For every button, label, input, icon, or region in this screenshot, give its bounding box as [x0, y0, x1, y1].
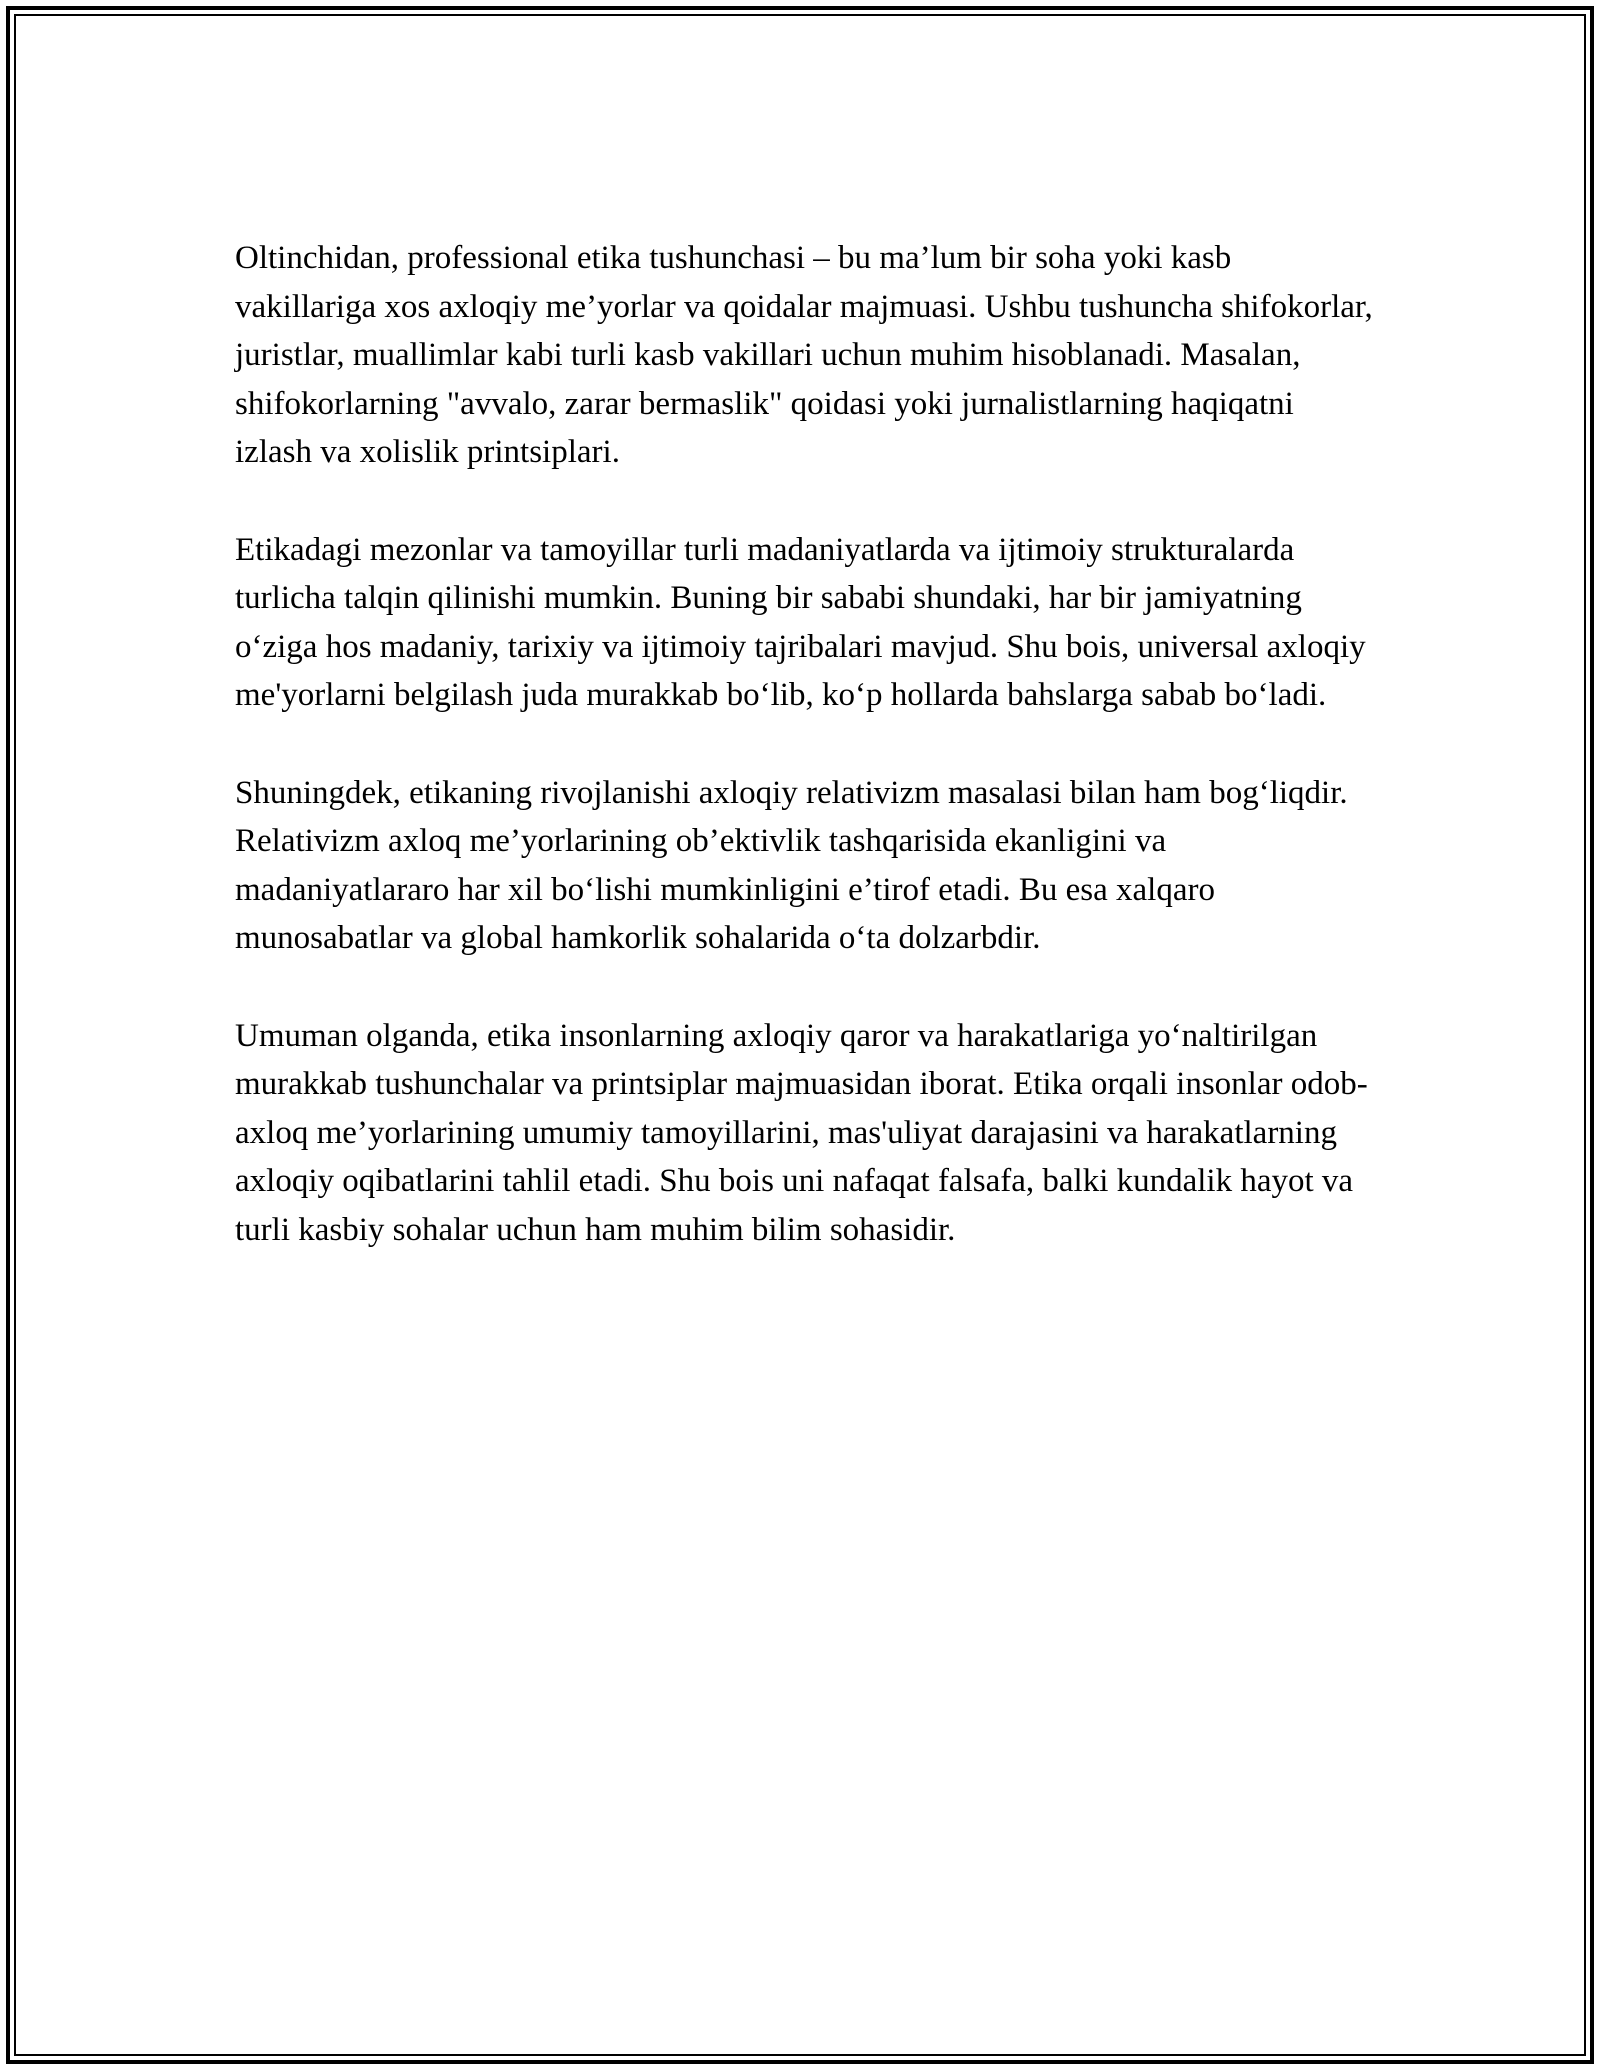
paragraph-professional-ethics: Oltinchidan, professional etika tushunchasi – bu ma’lum bir soha yoki kasb vakillariga xos axloqiy me’yorlar va qoidalar majmuasi. Ushbu tushuncha shifokorlar, juristlar, muallimlar kabi turli kasb vakillari uchun muhim hisoblanadi. Masalan, shifokorlarning "avvalo, zarar bermaslik" qoidasi yoki jurnalistlarning haqiqatni izlash va xolislik printsiplari. — [235, 240, 1373, 471]
document-body — [235, 234, 1375, 1303]
paragraph-moral-relativism: Shuningdek, etikaning rivojlanishi axloqiy relativizm masalasi bilan ham bog‘liqdir. Relativizm axloq me’yorlarining ob’ektivlik tashqarisida ekanligini va madaniyatlararo har xil bo‘lishi mumkinligini e’tirof etadi. Bu esa xalqaro munosabatlar va global hamkorlik sohalarida o‘ta dolzarbdir. — [235, 774, 1348, 957]
paragraph-cultural-criteria: Etikadagi mezonlar va tamoyillar turli madaniyatlarda va ijtimoiy strukturalarda turlicha talqin qilinishi mumkin. Buning bir sababi shundaki, har bir jamiyatning o‘ziga hos madaniy, tarixiy va ijtimoiy tajribalari mavjud. Shu bois, universal axloqiy me'yorlarni belgilash juda murakkab bo‘lib, ko‘p hollarda bahslarga sabab bo‘ladi. — [235, 531, 1366, 714]
paragraph-conclusion: Umuman olganda, etika insonlarning axloqiy qaror va harakatlariga yo‘naltirilgan murakkab tushunchalar va printsiplar majmuasidan iborat. Etika orqali insonlar odob-axloq me’yorlarining umumiy tamoyillarini, mas'uliyat darajasini va harakatlarning axloqiy oqibatlarini tahlil etadi. Shu bois uni nafaqat falsafa, balki kundalik hayot va turli kasbiy sohalar uchun ham muhim bilim sohasidir. — [235, 1017, 1368, 1248]
